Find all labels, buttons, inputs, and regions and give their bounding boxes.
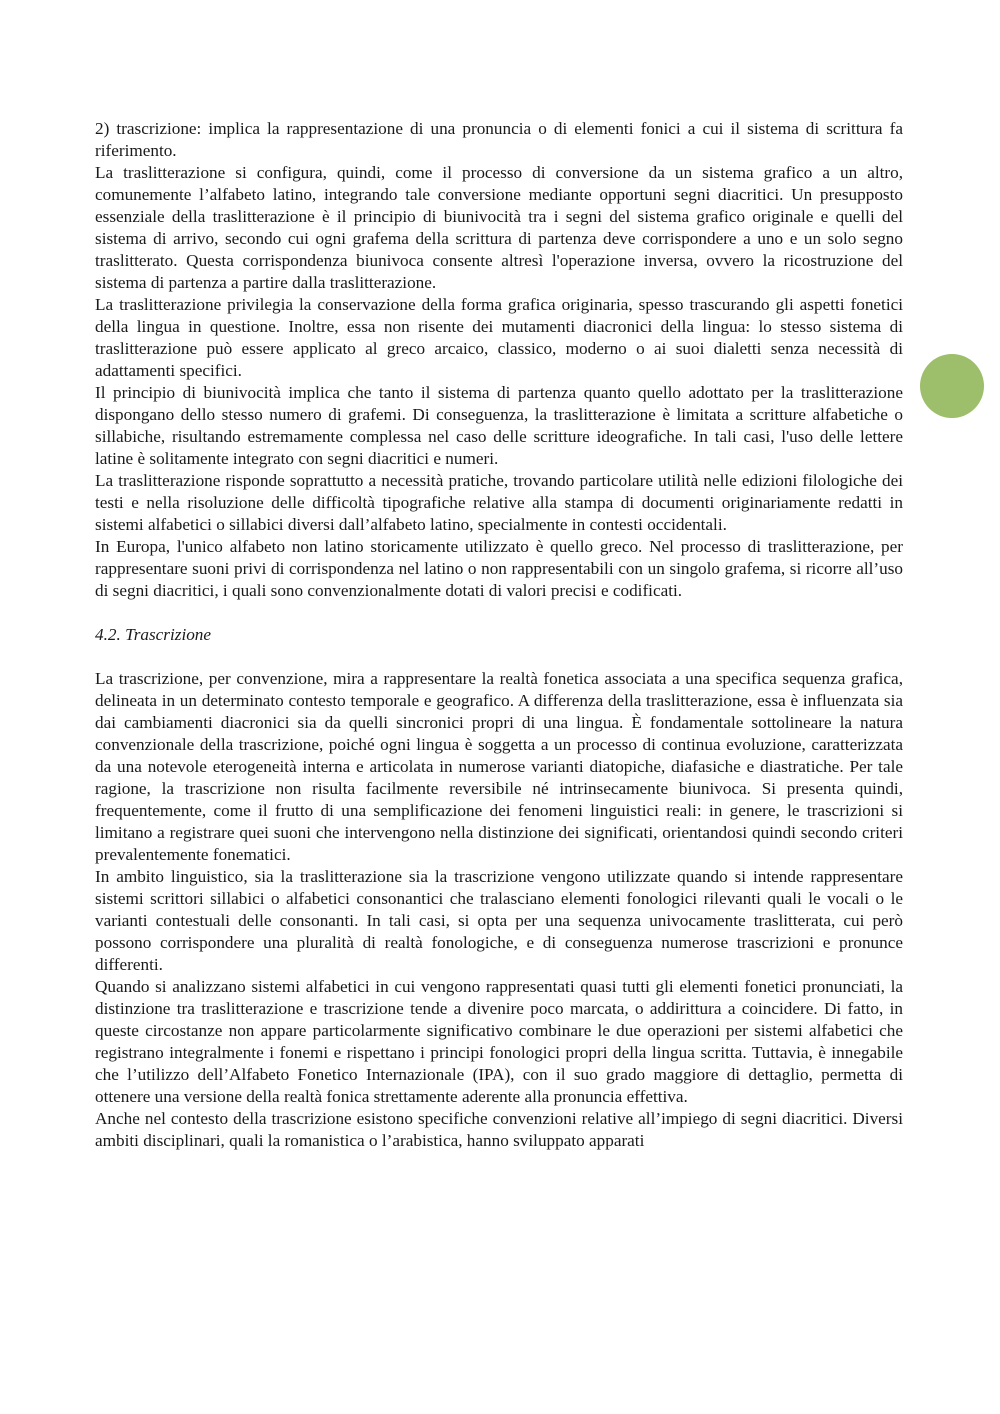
document-body [95,118,903,1152]
paragraph: Anche nel contesto della trascrizione esistono specifiche convenzioni relative all’impiego di segni diacritici. Diversi ambiti disciplinari, quali la romanistica o l’arabistica, hanno sviluppato apparati [95,1109,903,1150]
paragraph: In Europa, l'unico alfabeto non latino storicamente utilizzato è quello greco. Nel processo di traslitterazione, per rappresentare suoni privi di corrispondenza nel latino o non rappresentabili con un singolo grafema, si ricorre all’uso di segni diacritici, i quali sono convenzionalmente dotati di valori precisi e codificati. [95,537,903,600]
paragraph: 2) trascrizione: implica la rappresentazione di una pronuncia o di elementi fonici a cui il sistema di scrittura fa riferimento. [95,119,903,160]
section-heading: 4.2. Trascrizione [95,625,212,644]
paragraph: Quando si analizzano sistemi alfabetici in cui vengono rappresentati quasi tutti gli elementi fonetici pronunciati, la distinzione tra traslitterazione e trascrizione tende a divenire poco marcata, o addirittura a coincidere. Di fatto, in queste circostanze non appare particolarmente significativo combinare le due operazioni per sistemi alfabetici che registrano integralmente i fonemi e rispettano i principi fonologici propri della lingua scritta. Tuttavia, è innegabile che l’utilizzo dell’Alfabeto Fonetico Internazionale (IPA), con il suo grado maggiore di dettaglio, permetta di ottenere una versione della realtà fonica strettamente aderente alla pronuncia effettiva. [95,977,903,1106]
paragraph: La traslitterazione privilegia la conservazione della forma grafica originaria, spesso trascurando gli aspetti fonetici della lingua in questione. Inoltre, essa non risente dei mutamenti diacronici della lingua: lo stesso sistema di traslitterazione può essere applicato al greco arcaico, classico, moderno o ai suoi dialetti senza necessità di adattamenti specifici. [95,295,903,380]
paragraph: La trascrizione, per convenzione, mira a rappresentare la realtà fonetica associata a una specifica sequenza grafica, delineata in un determinato contesto temporale e geografico. A differenza della traslitterazione, essa è influenzata sia dai cambiamenti diacronici sia da quelli sincronici propri di una lingua. È fondamentale sottolineare la natura convenzionale della trascrizione, poiché ogni lingua è soggetta a un processo di continua evoluzione, caratterizzata da una notevole eterogeneità interna e articolata in numerose varianti diatopiche, diafasiche e diastratiche. Per tale ragione, la trascrizione non risulta facilmente reversibile né intrinsecamente biunivoca. Si presenta quindi, frequentemente, come il frutto di una semplificazione dei fenomeni linguistici reali: in genere, le trascrizioni si limitano a registrare quei suoni che intervengono nella distinzione dei significati, orientandosi quindi secondo criteri prevalentemente fonematici. [95,669,903,864]
paragraph: Il principio di biunivocità implica che tanto il sistema di partenza quanto quello adottato per la traslitterazione dispongano dello stesso numero di grafemi. Di conseguenza, la traslitterazione è limitata a scritture alfabetiche o sillabiche, risultando estremamente complessa nel caso delle scritture ideografiche. In tali casi, l'uso delle lettere latine è solitamente integrato con segni diacritici e numeri. [95,383,903,468]
decorative-green-circle [920,354,984,418]
paragraph: In ambito linguistico, sia la traslitterazione sia la trascrizione vengono utilizzate quando si intende rappresentare sistemi scrittori sillabici o alfabetici consonantici che tralasciano elementi fonologici rilevanti quali le vocali o le varianti contestuali delle consonanti. In tali casi, si opta per una sequenza univocamente traslitterata, cui però possono corrispondere una pluralità di realtà fonologiche, e di conseguenza numerose trascrizioni e pronunce differenti. [95,867,903,974]
paragraph: La traslitterazione si configura, quindi, come il processo di conversione da un sistema grafico a un altro, comunemente l’alfabeto latino, integrando tale conversione mediante opportuni segni diacritici. Un presupposto essenziale della traslitterazione è il principio di biunivocità tra i segni del sistema grafico originale e quelli del sistema di arrivo, secondo cui ogni grafema della scrittura di partenza deve corrispondere a uno e un solo segno traslitterato. Questa corrispondenza biunivoca consente altresì l'operazione inversa, ovvero la ricostruzione del sistema di partenza a partire dalla traslitterazione. [95,163,903,292]
paragraph: La traslitterazione risponde soprattutto a necessità pratiche, trovando particolare utilità nelle edizioni filologiche dei testi e nella risoluzione delle difficoltà tipografiche relative alla stampa di documenti originariamente redatti in sistemi alfabetici o sillabici diversi dall’alfabeto latino, specialmente in contesti occidentali. [95,471,903,534]
